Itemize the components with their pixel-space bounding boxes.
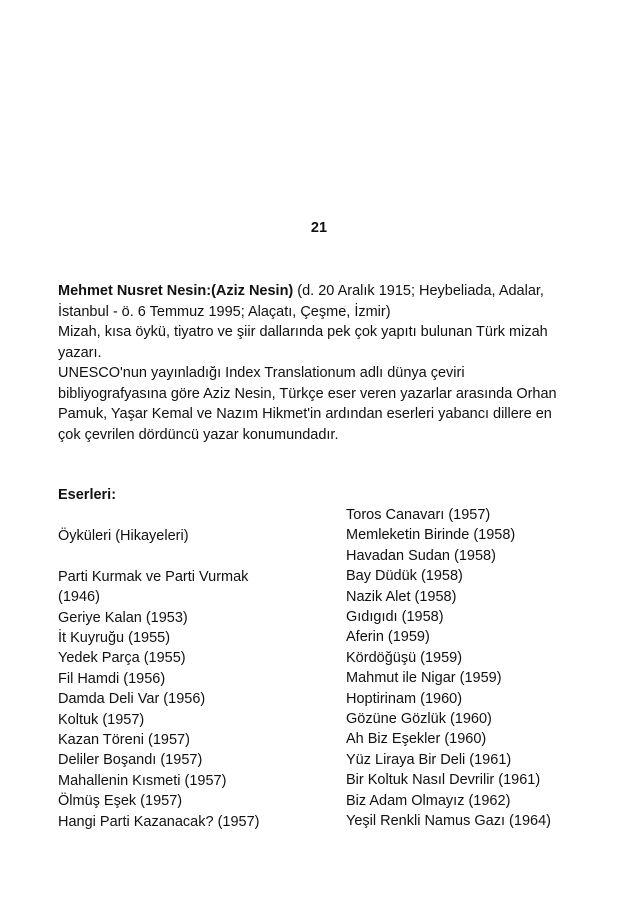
bio-line: bibliyografyasına göre Aziz Nesin, Türkçe eser veren yazarlar arasında Orhan <box>58 385 557 402</box>
work-item: Hangi Parti Kazanacak? (1957) <box>58 813 260 830</box>
bio-paragraph <box>58 281 588 445</box>
work-item: İt Kuyruğu (1955) <box>58 630 171 647</box>
work-item: Havadan Sudan (1958) <box>346 547 496 564</box>
work-item: Bay Düdük (1958) <box>346 568 463 585</box>
work-item: Mahallenin Kısmeti (1957) <box>58 772 227 789</box>
work-item: Kazan Töreni (1957) <box>58 732 190 749</box>
work-item: Gözüne Gözlük (1960) <box>346 711 492 728</box>
blank-line <box>58 546 308 566</box>
page-number: 21 <box>310 220 328 236</box>
works-subtitle: Öyküleri (Hikayeleri) <box>58 528 189 544</box>
author-name: Mehmet Nusret Nesin:(Aziz Nesin) <box>58 283 294 299</box>
bio-line: yazarı. <box>58 344 102 361</box>
work-item: Mahmut ile Nigar (1959) <box>346 670 502 687</box>
bio-line: UNESCO'nun yayınladığı Index Translationum adlı dünya çeviri <box>58 365 465 381</box>
work-item: Fil Hamdi (1956) <box>58 670 166 687</box>
work-item: Yedek Parça (1955) <box>58 650 186 667</box>
bio-line: İstanbul - ö. 6 Temmuz 1995; Alaçatı, Çeşme, İzmir) <box>58 303 391 320</box>
work-item: Yeşil Renkli Namus Gazı (1964) <box>346 813 551 830</box>
work-item: Damda Deli Var (1956) <box>58 691 206 708</box>
works-left-column <box>58 526 308 832</box>
work-item: Koltuk (1957) <box>58 711 145 728</box>
work-item: Yüz Liraya Bir Deli (1961) <box>346 751 512 768</box>
work-item: Bir Koltuk Nasıl Devrilir (1961) <box>346 772 541 789</box>
work-item: Parti Kurmak ve Parti Vurmak <box>58 568 249 585</box>
work-item: Gıdıgıdı (1958) <box>346 609 444 626</box>
work-item: Aferin (1959) <box>346 629 430 646</box>
work-item: (1946) <box>58 589 100 606</box>
works-right-column <box>346 505 616 832</box>
work-item: Memleketin Birinde (1958) <box>346 527 516 544</box>
work-item: Geriye Kalan (1953) <box>58 609 188 626</box>
work-item: Ölmüş Eşek (1957) <box>58 793 183 810</box>
bio-line: Pamuk, Yaşar Kemal ve Nazım Hikmet'in ardından eserleri yabancı dillere en <box>58 406 552 422</box>
works-heading: Eserleri: <box>58 487 117 503</box>
bio-line: Mizah, kısa öykü, tiyatro ve şiir dallarında pek çok yapıtı bulunan Türk mizah <box>58 324 548 340</box>
work-item: Biz Adam Olmayız (1962) <box>346 792 511 809</box>
bio-line: (d. 20 Aralık 1915; Heybeliada, Adalar, <box>293 283 544 299</box>
author-bio <box>58 281 588 445</box>
work-item: Deliler Boşandı (1957) <box>58 752 203 769</box>
work-item: Nazik Alet (1958) <box>346 588 457 605</box>
work-item: Kördöğüşü (1959) <box>346 649 463 666</box>
bio-line: çok çevrilen dördüncü yazar konumundadır. <box>58 426 339 443</box>
work-item: Toros Canavarı (1957) <box>346 507 491 523</box>
work-item: Hoptirinam (1960) <box>346 690 463 707</box>
work-item: Ah Biz Eşekler (1960) <box>346 731 487 748</box>
